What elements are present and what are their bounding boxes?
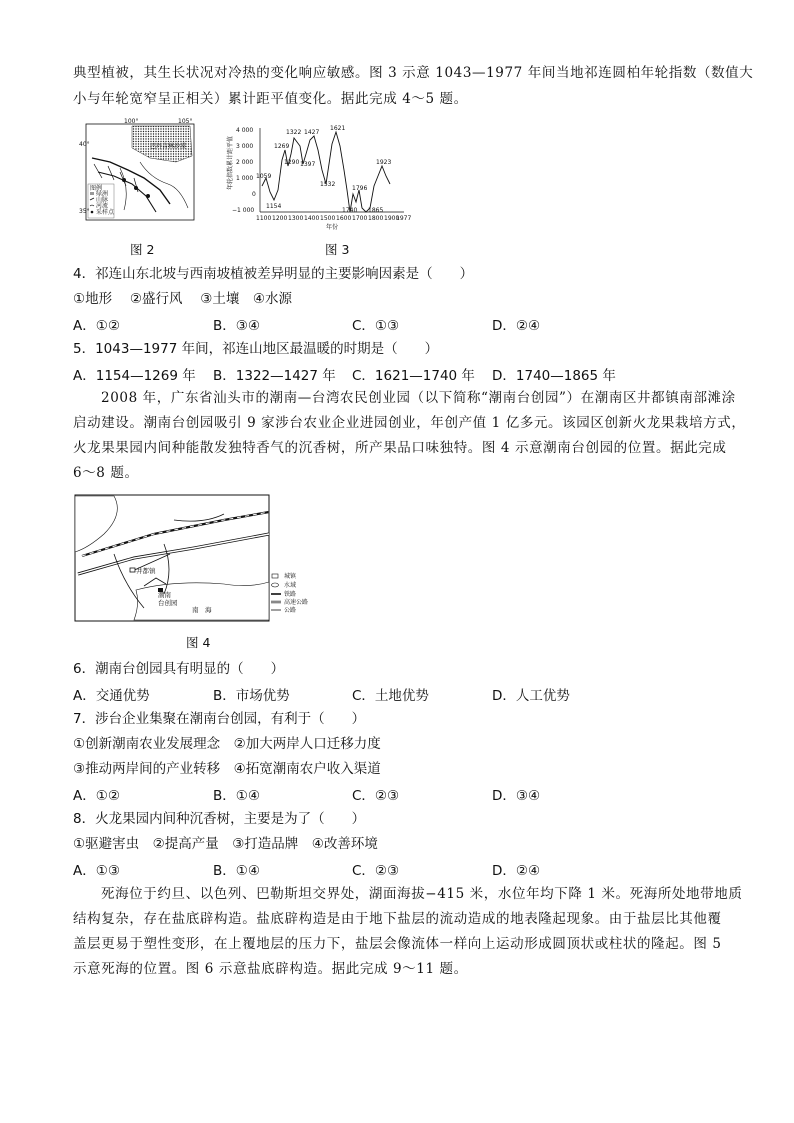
fig4-legend-4: 高速公路 xyxy=(284,599,309,606)
q4-items: ①地形 ②盛行风 ③土壤 ④水源 xyxy=(73,291,292,307)
figure-3-chart xyxy=(227,120,412,231)
q8-option-d[interactable]: D．②④ xyxy=(492,863,541,879)
q5-option-a[interactable]: A．1154—1269 年 xyxy=(73,368,196,384)
q8-option-a[interactable]: A．①③ xyxy=(73,863,120,879)
figure-2-map xyxy=(80,118,198,226)
fig3-ann-1532: 1532 xyxy=(320,181,336,188)
fig3-ytick-3: 1 000 xyxy=(236,175,254,182)
passage2-line-1: 2008 年，广东省汕头市的潮南—台湾农民创业园（以下简称“潮南台创园”）在潮南区井都镇南部滩涂 xyxy=(101,390,736,406)
figure-4-map xyxy=(74,494,332,628)
q5-stem: 5．1043—1977 年间，祁连山地区最温暖的时期是（ ） xyxy=(73,341,439,357)
fig2-desert-label: 巴丹吉林沙漠 xyxy=(150,143,187,150)
fig3-ann-1397: 1397 xyxy=(300,161,316,168)
figure-3-caption: 图 3 xyxy=(325,242,350,257)
fig3-ann-1621: 1621 xyxy=(330,125,346,132)
figure-2-caption: 图 2 xyxy=(130,242,155,257)
q7-items-1: ①创新潮南农业发展理念 ②加大两岸人口迁移力度 xyxy=(73,736,381,752)
q6-option-c[interactable]: C．土地优势 xyxy=(352,688,429,704)
fig3-xlabel: 年份 xyxy=(326,224,339,231)
intro-line-1: 典型植被，其生长状况对冷热的变化响应敏感。图 3 示意 1043—1977 年间当地祁连圆柏年轮指数（数值大 xyxy=(73,65,754,81)
fig2-lon-1: 100° xyxy=(124,118,139,125)
fig2-lat-2: 35° xyxy=(79,208,90,215)
fig3-xtick-7: 1800 xyxy=(368,215,384,222)
figure-4-caption: 图 4 xyxy=(186,635,211,650)
fig4-county-label: 井都镇 xyxy=(136,567,156,575)
fig3-xtick-8: 1900 xyxy=(384,215,400,222)
q7-items-2: ③推动两岸间的产业转移 ④拓宽潮南农户收入渠道 xyxy=(73,761,381,777)
fig2-legend-title: 图例 xyxy=(90,185,103,192)
fig2-legend-3: 河流 xyxy=(96,202,109,210)
passage2-line-2: 启动建设。潮南台创园吸引 9 家涉台农业企业进园创业，年创产值 1 亿多元。该园区创新火龙果栽培方式， xyxy=(73,415,746,431)
q5-option-d[interactable]: D．1740—1865 年 xyxy=(492,368,616,384)
fig3-xtick-1: 1200 xyxy=(272,215,288,222)
fig2-legend-1: 绿洲 xyxy=(96,190,109,198)
fig3-xtick-6: 1700 xyxy=(352,215,368,222)
fig3-xtick-9: 1977 xyxy=(396,215,412,222)
q6-option-d[interactable]: D．人工优势 xyxy=(492,688,570,704)
q6-option-a[interactable]: A．交通优势 xyxy=(73,688,150,704)
q8-stem: 8．火龙果园内间种沉香树，主要是为了（ ） xyxy=(73,811,366,827)
q7-option-d[interactable]: D．③④ xyxy=(492,788,541,804)
fig3-ann-1154: 1154 xyxy=(266,203,282,210)
fig3-ann-1290: 1290 xyxy=(284,159,300,166)
fig3-ann-1322: 1322 xyxy=(286,129,302,136)
fig3-ylabel: 年轮指数累计距平值 xyxy=(227,135,234,190)
q4-option-a[interactable]: A．①② xyxy=(73,318,120,334)
fig3-ann-1059: 1059 xyxy=(256,173,272,180)
fig3-xtick-3: 1400 xyxy=(304,215,320,222)
fig4-legend-1: 城镇 xyxy=(284,573,297,580)
passage2-line-3: 火龙果果园内间种能散发独特香气的沉香树，所产果品口味独特。图 4 示意潮南台创园的位置。据此完成 xyxy=(73,440,727,456)
fig3-ann-1923: 1923 xyxy=(376,159,392,166)
fig4-sea-label: 南 海 xyxy=(192,606,212,614)
q4-stem: 4．祁连山东北坡与西南坡植被差异明显的主要影响因素是（ ） xyxy=(73,266,474,282)
fig3-ann-1796: 1796 xyxy=(352,185,368,192)
q4-option-b[interactable]: B．③④ xyxy=(213,318,260,334)
fig4-legend-5: 公路 xyxy=(284,607,297,614)
passage3-line-4: 示意死海的位置。图 6 示意盐底辟构造。据此完成 9～11 题。 xyxy=(73,961,468,977)
passage3-line-3: 盖层更易于塑性变形，在上覆地层的压力下，盐层会像流体一样向上运动形成圆顶状或柱状的隆起。图 5 xyxy=(73,936,722,952)
q5-option-b[interactable]: B．1322—1427 年 xyxy=(213,368,336,384)
q7-option-b[interactable]: B．①④ xyxy=(213,788,260,804)
q5-option-c[interactable]: C．1621—1740 年 xyxy=(352,368,475,384)
fig4-legend-2: 水域 xyxy=(284,582,297,589)
q6-option-b[interactable]: B．市场优势 xyxy=(213,688,290,704)
fig3-xtick-5: 1600 xyxy=(336,215,352,222)
q8-option-c[interactable]: C．②③ xyxy=(352,863,400,879)
passage3-line-1: 死海位于约旦、以色列、巴勒斯坦交界处，湖面海拔−415 米，水位年均下降 1 米。死海所处地带地质 xyxy=(101,886,743,902)
passage2-line-4: 6～8 题。 xyxy=(73,465,139,481)
fig2-lon-2: 105° xyxy=(178,118,193,125)
fig3-ytick-5: −1 000 xyxy=(232,207,255,214)
fig2-legend-2: 山脉 xyxy=(96,196,109,204)
fig2-lat-1: 40° xyxy=(79,141,90,148)
q8-option-b[interactable]: B．①④ xyxy=(213,863,260,879)
fig4-park-label-2: 台创园 xyxy=(158,599,178,607)
fig3-xtick-4: 1500 xyxy=(320,215,336,222)
q7-option-c[interactable]: C．②③ xyxy=(352,788,400,804)
fig3-ann-1740: 1740 xyxy=(342,207,358,214)
fig3-ann-1865: 1865 xyxy=(368,207,384,214)
q4-option-d[interactable]: D．②④ xyxy=(492,318,541,334)
fig3-ytick-0: 4 000 xyxy=(236,127,254,134)
q6-stem: 6．潮南台创园具有明显的（ ） xyxy=(73,661,285,677)
q8-items: ①驱避害虫 ②提高产量 ③打造品牌 ④改善环境 xyxy=(73,836,378,852)
intro-line-2: 小与年轮宽窄呈正相关）累计距平值变化。据此完成 4～5 题。 xyxy=(73,91,468,107)
fig3-ann-1269: 1269 xyxy=(274,143,290,150)
q4-option-c[interactable]: C．①③ xyxy=(352,318,400,334)
fig3-ytick-2: 2 000 xyxy=(236,159,254,166)
fig4-legend-3: 铁路 xyxy=(284,591,297,598)
fig3-ann-1427: 1427 xyxy=(304,129,320,136)
passage3-line-2: 结构复杂，存在盐底辟构造。盐底辟构造是由于地下盐层的流动造成的地表隆起现象。由于盐层比其他覆 xyxy=(73,911,722,927)
q7-stem: 7．涉台企业集聚在潮南台创园，有利于（ ） xyxy=(73,711,366,727)
fig4-park-label-1: 潮南 xyxy=(158,591,171,599)
fig2-legend-4: 采样点 xyxy=(96,209,115,216)
fig3-ytick-1: 3 000 xyxy=(236,143,254,150)
q7-option-a[interactable]: A．①② xyxy=(73,788,120,804)
fig3-xtick-0: 1100 xyxy=(256,215,272,222)
fig3-xtick-2: 1300 xyxy=(288,215,304,222)
fig3-ytick-4: 0 xyxy=(252,191,256,198)
